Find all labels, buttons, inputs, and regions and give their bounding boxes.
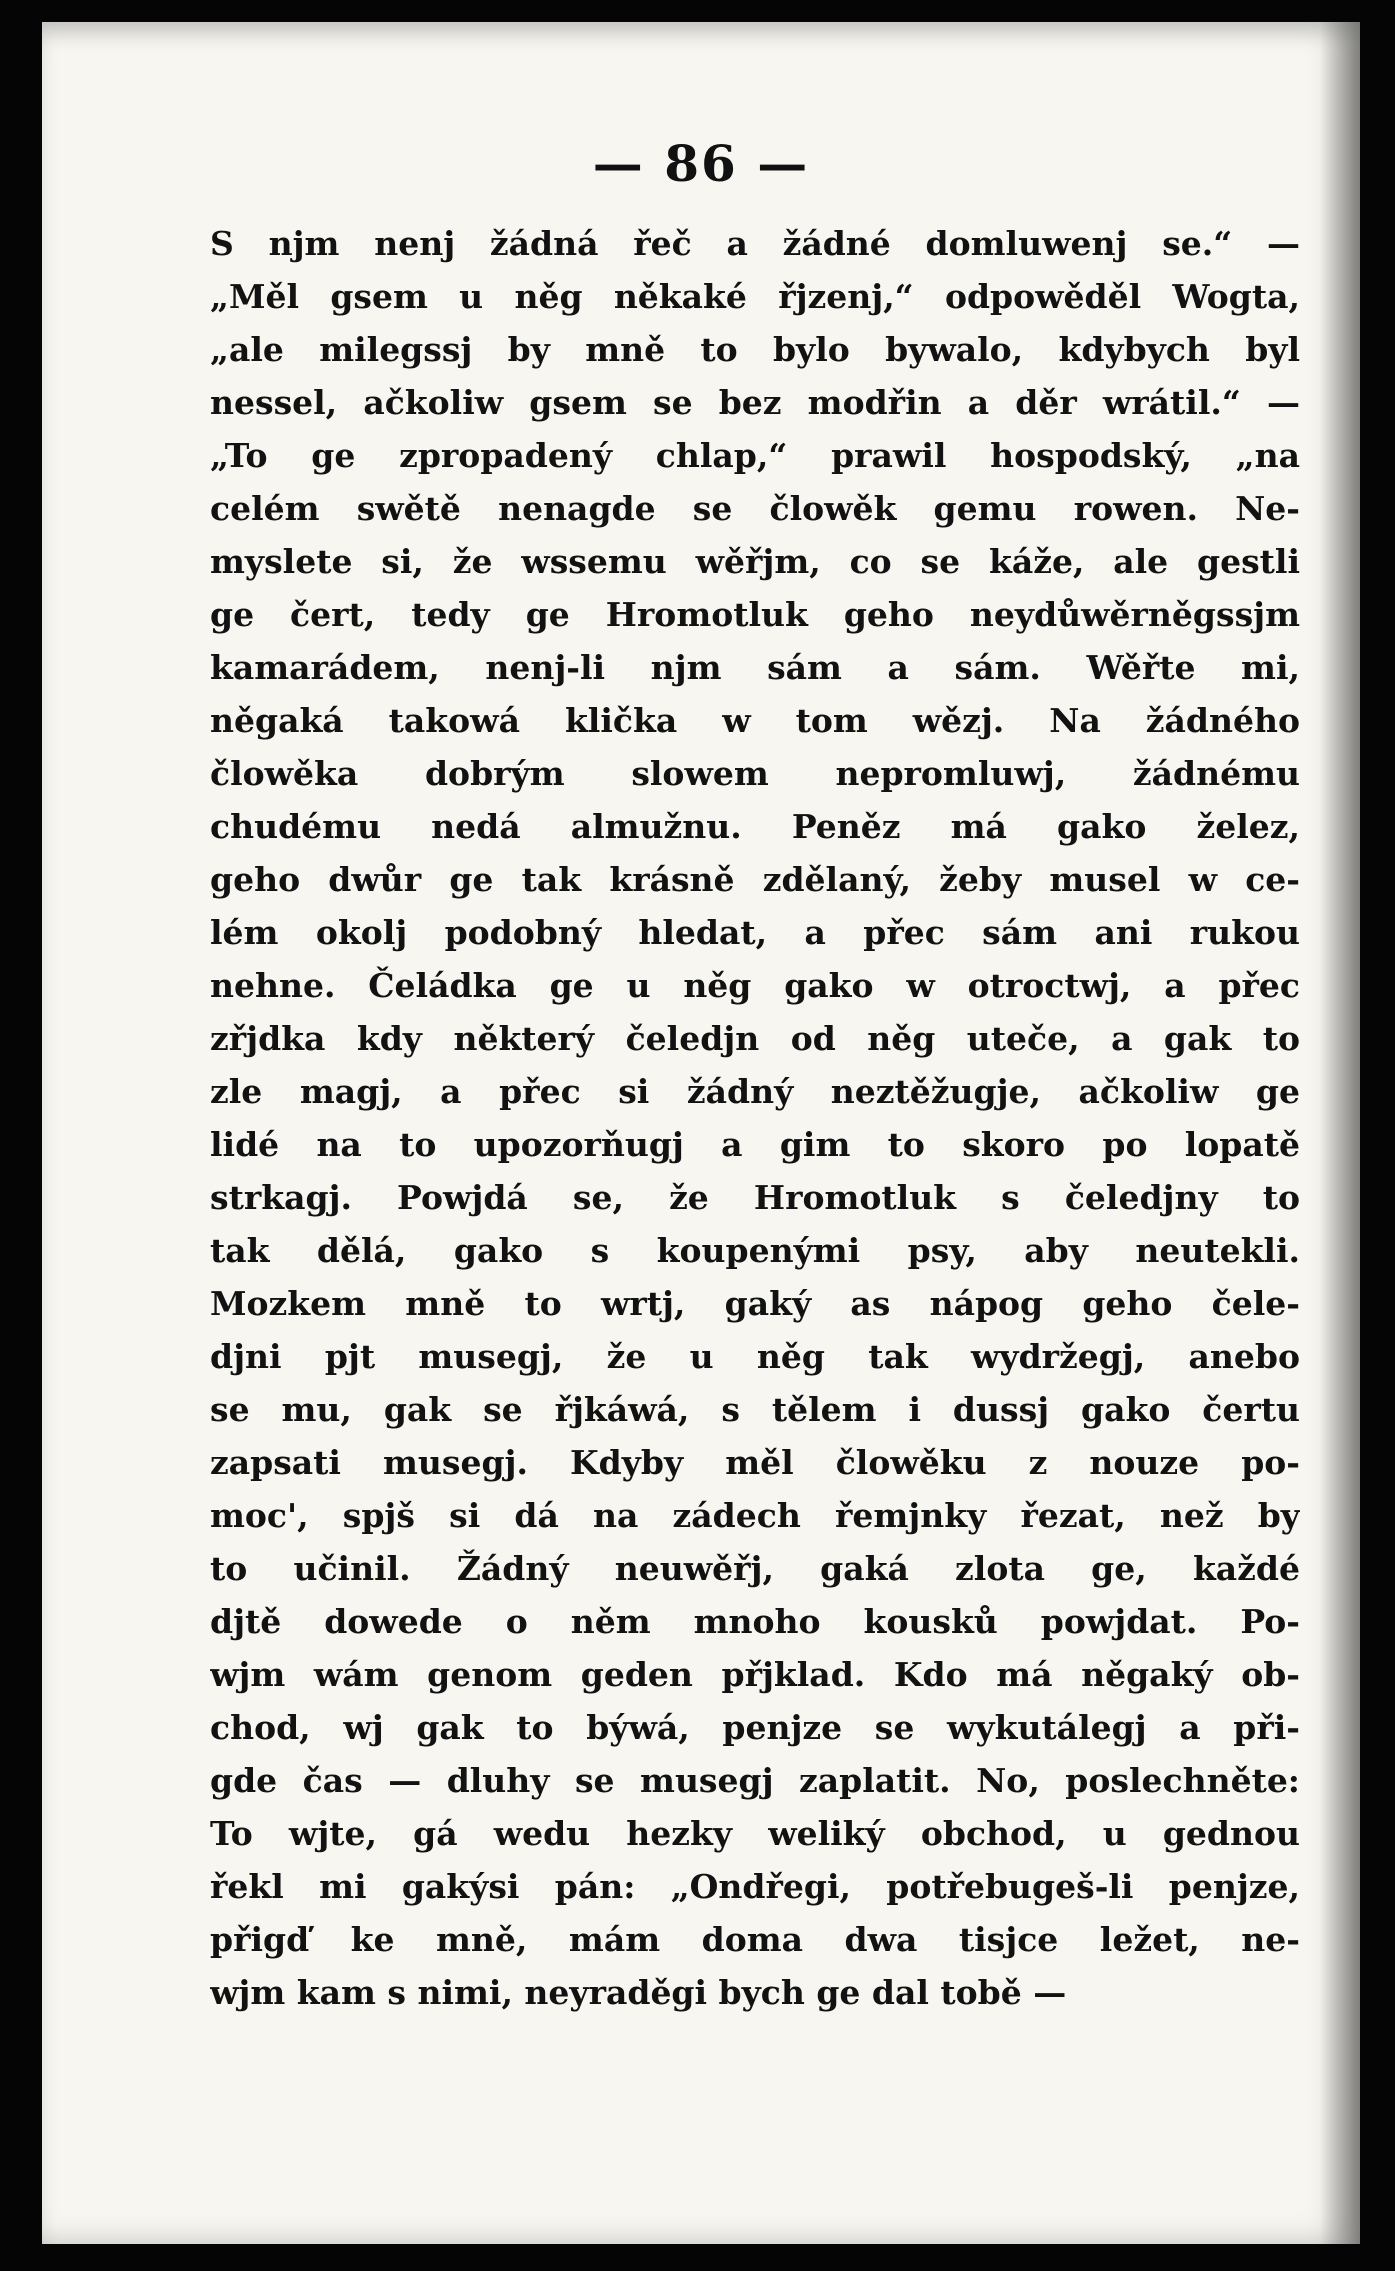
text-line: gde čas — dluhy se musegj zaplatit. No, poslechněte: (210, 1761, 1300, 1800)
text-line: To wjte, gá wedu hezky weliký obchod, u gednou (210, 1814, 1300, 1853)
text-line: něgaká takowá klička w tom wězj. Na žádného (210, 701, 1300, 740)
text-line: celém swětě nenagde se člowěk gemu rowen. Ne- (210, 489, 1300, 528)
text-line: strkagj. Powjdá se, že Hromotluk s čeledjny to (210, 1178, 1300, 1217)
text-line: wjm kam s nimi, neyraděgi bych ge dal tobě — (210, 1973, 1067, 2012)
text-line: S njm nenj žádná řeč a žádné domluwenj se.“ — (210, 224, 1300, 263)
text-line: „Měl gsem u něg někaké řjzenj,“ odpowěděl Wogta, (210, 277, 1300, 316)
text-line: zle magj, a přec si žádný neztěžugje, ačkoliw ge (210, 1072, 1300, 1111)
text-line: chudému nedá almužnu. Peněz má gako želez, (210, 807, 1300, 846)
text-line: lém okolj podobný hledat, a přec sám ani rukou (210, 913, 1300, 952)
text-line: „ale milegssj by mně to bylo bywalo, kdybych byl (210, 330, 1300, 369)
text-line: člowěka dobrým slowem nepromluwj, žádnému (210, 754, 1300, 793)
text-line: nessel, ačkoliw gsem se bez modřin a děr wrátil.“ — (210, 383, 1300, 422)
text-line: wjm wám genom geden přjklad. Kdo má něgaký ob- (210, 1655, 1300, 1694)
text-line: řekl mi gakýsi pán: „Ondřegi, potřebugeš-li penjze, (210, 1867, 1300, 1906)
body-text (210, 217, 1300, 2019)
text-line: Mozkem mně to wrtj, gaký as nápog geho čele- (210, 1284, 1300, 1323)
page-number: — 86 — (592, 134, 810, 193)
text-line: lidé na to upozorňugj a gim to skoro po lopatě (210, 1125, 1300, 1164)
text-line: se mu, gak se řjkáwá, s tělem i dussj gako čertu (210, 1390, 1300, 1429)
text-line: přigď ke mně, mám doma dwa tisjce ležet, ne- (210, 1920, 1300, 1959)
text-line: geho dwůr ge tak krásně zdělaný, žeby musel w ce- (210, 860, 1300, 899)
text-line: moc', spjš si dá na zádech řemjnky řezat, než by (210, 1496, 1300, 1535)
text-line: kamarádem, nenj-li njm sám a sám. Wěřte mi, (210, 648, 1300, 687)
text-line: chod, wj gak to býwá, penjze se wykutálegj a při- (210, 1708, 1300, 1747)
text-line: djtě dowede o něm mnoho kousků powjdat. Po- (210, 1602, 1300, 1641)
text-line: nehne. Čeládka ge u něg gako w otroctwj, a přec (210, 966, 1300, 1005)
text-line: „To ge zpropadený chlap,“ prawil hospodský, „na (210, 436, 1300, 475)
text-line: zapsati musegj. Kdyby měl člowěku z nouze po- (210, 1443, 1300, 1482)
text-line: tak dělá, gako s koupenými psy, aby neutekli. (210, 1231, 1300, 1270)
text-line: myslete si, že wssemu wěřjm, co se káže, ale gestli (210, 542, 1300, 581)
text-line: djni pjt musegj, že u něg tak wydržegj, anebo (210, 1337, 1300, 1376)
text-line: zřjdka kdy některý čeledjn od něg uteče, a gak to (210, 1019, 1300, 1058)
page-edge-shadow (1320, 22, 1360, 2244)
text-line: ge čert, tedy ge Hromotluk geho neydůwěrněgssjm (210, 595, 1300, 634)
text-line: to učinil. Žádný neuwěřj, gaká zlota ge, každé (210, 1549, 1300, 1588)
book-page (42, 22, 1360, 2244)
